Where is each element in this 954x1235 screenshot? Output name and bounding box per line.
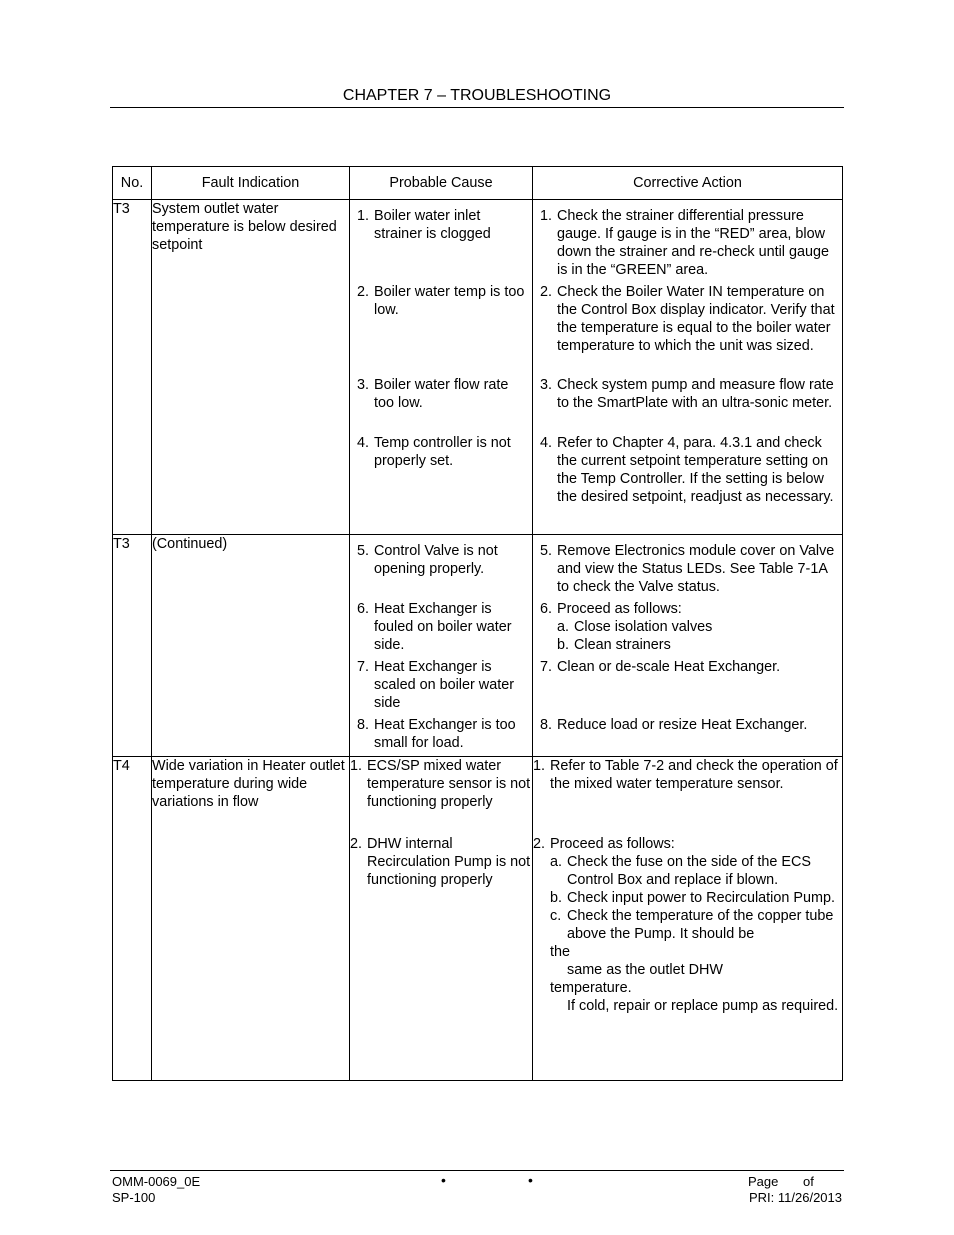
probable-cause: 6. Heat Exchanger is fouled on boiler water side. bbox=[350, 597, 533, 655]
probable-cause: 8. Heat Exchanger is too small for load. bbox=[350, 713, 533, 756]
page-label: Page bbox=[748, 1174, 779, 1189]
cause-action-cell bbox=[350, 535, 843, 757]
footer-rule bbox=[110, 1170, 844, 1171]
model-number: SP-100 bbox=[112, 1190, 156, 1205]
header-rule bbox=[110, 107, 844, 108]
corrective-action: 1. Check the strainer differential pressure gauge. If gauge is in the “RED” area, blow down the strainer and re-check until gauge is in the “GREEN” area. bbox=[540, 208, 829, 278]
column-header-cause: Probable Cause bbox=[350, 167, 533, 200]
cause-action-pair bbox=[350, 713, 842, 756]
cause-action-pair bbox=[350, 655, 842, 713]
corrective-action: 1. Refer to Table 7-2 and check the operation of the mixed water temperature sensor. 2. Proceed as follows: a. Check the fuse on the side of the ECS Control Box and replace if blown. b. Check input power to Recirculation Pump. c. Check the temperature of the copper tube above the Pump. It should be the same as the outlet DHW temperature. If cold, repair or replace pump as required. bbox=[533, 757, 843, 1081]
fault-number: T3 bbox=[113, 535, 152, 757]
cause-action-cell bbox=[350, 200, 843, 535]
troubleshooting-table bbox=[112, 166, 843, 1081]
corrective-action: 5. Remove Electronics module cover on Valve and view the Status LEDs. See Table 7-1A to check the Valve status. bbox=[540, 543, 835, 595]
footer-left bbox=[112, 1174, 200, 1206]
table-row bbox=[113, 757, 843, 1081]
probable-cause: 1. ECS/SP mixed water temperature sensor is not functioning properly 2. DHW internal Recirculation Pump is not functioning properly bbox=[350, 757, 533, 1081]
cause-action-pair bbox=[350, 597, 842, 655]
probable-cause: 7. Heat Exchanger is scaled on boiler water side bbox=[350, 655, 533, 713]
cause-action-pair bbox=[350, 430, 842, 534]
column-header-no: No. bbox=[113, 167, 152, 200]
probable-cause: 1. Boiler water inlet strainer is clogged bbox=[350, 200, 533, 278]
probable-cause: 2. Boiler water temp is too low. bbox=[350, 278, 533, 372]
table-header-row bbox=[113, 167, 843, 200]
cause-action-pair bbox=[350, 372, 842, 430]
cause-action-pair bbox=[350, 200, 842, 278]
table-row bbox=[113, 200, 843, 535]
corrective-action: 4. Refer to Chapter 4, para. 4.3.1 and check the current setpoint temperature setting on the Temp Controller. If the setting is below the desired setpoint, readjust as necessary. bbox=[540, 435, 834, 505]
corrective-action: 6. Proceed as follows: a. Close isolation valves b. Clean strainers bbox=[540, 601, 713, 653]
fault-number: T3 bbox=[113, 200, 152, 535]
corrective-action: 8. Reduce load or resize Heat Exchanger. bbox=[540, 717, 808, 733]
page-header-title: CHAPTER 7 – TROUBLESHOOTING bbox=[342, 87, 612, 104]
footer-bullet: • bbox=[528, 1172, 533, 1188]
corrective-action: 7. Clean or de-scale Heat Exchanger. bbox=[540, 659, 781, 675]
fault-indication: Wide variation in Heater outlet temperature during wide variations in flow bbox=[152, 757, 350, 1081]
probable-cause: 5. Control Valve is not opening properly. bbox=[350, 535, 533, 597]
probable-cause: 3. Boiler water flow rate too low. bbox=[350, 372, 533, 430]
cause-action-pair bbox=[350, 535, 842, 597]
footer-date: PRI: 11/26/2013 bbox=[749, 1190, 842, 1205]
fault-indication: System outlet water temperature is below desired setpoint bbox=[152, 200, 350, 535]
corrective-action: 2. Check the Boiler Water IN temperature on the Control Box display indicator. Verify that the temperature is equal to the boiler water temperature to which the unit was sized. bbox=[540, 284, 835, 354]
of-label: of bbox=[803, 1174, 814, 1189]
table-row bbox=[113, 535, 843, 757]
document-id: OMM-0069_0E bbox=[112, 1174, 201, 1189]
cause-action-pair bbox=[350, 278, 842, 372]
probable-cause: 4. Temp controller is not properly set. bbox=[350, 430, 533, 534]
column-header-fault: Fault Indication bbox=[152, 167, 350, 200]
corrective-action: 3. Check system pump and measure flow rate to the SmartPlate with an ultra-sonic meter. bbox=[540, 377, 834, 411]
fault-number: T4 bbox=[113, 757, 152, 1081]
fault-indication: (Continued) bbox=[152, 535, 350, 757]
column-header-action: Corrective Action bbox=[533, 167, 843, 200]
footer-bullet: • bbox=[441, 1172, 446, 1188]
